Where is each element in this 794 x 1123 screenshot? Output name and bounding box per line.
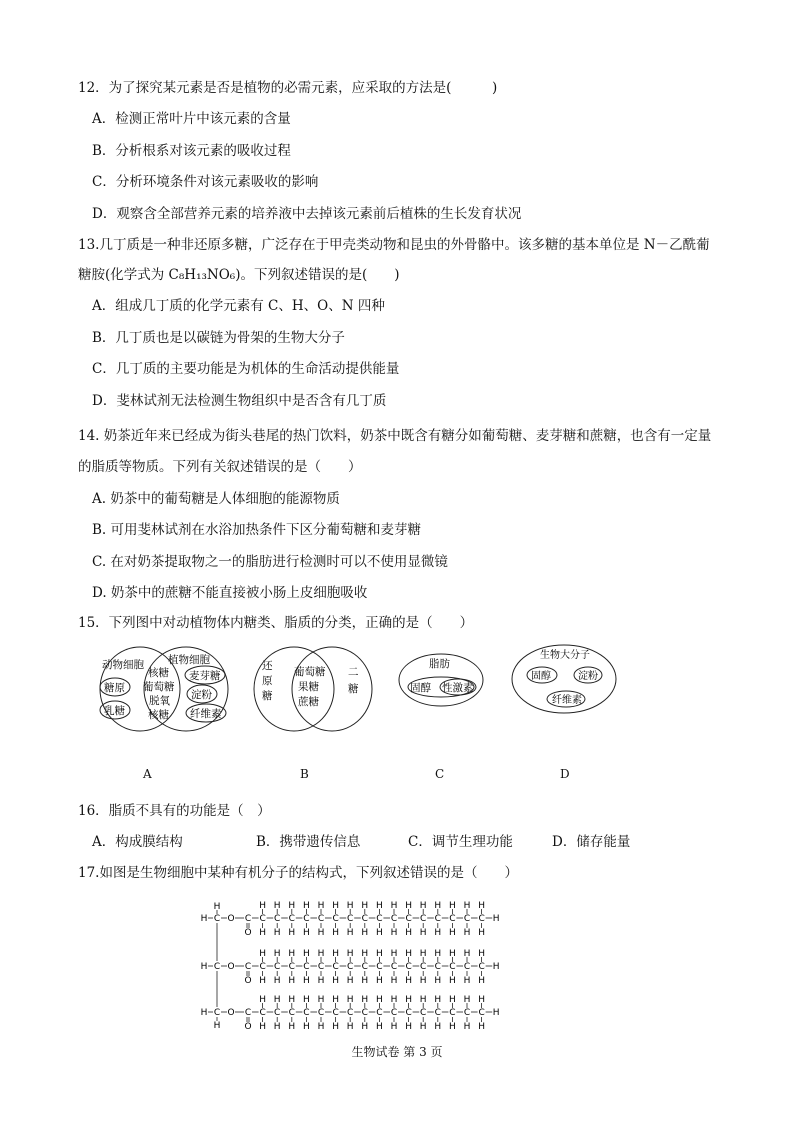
carbon-atom: C — [390, 1008, 398, 1018]
oxygen-atom: O — [227, 914, 235, 924]
hydrogen-atom: H — [390, 949, 398, 959]
q16-option-a: A．构成膜结构 — [92, 834, 183, 850]
hydrogen-atom: H — [200, 1008, 208, 1018]
oxygen-atom: O — [227, 962, 235, 972]
carbon-atom: C — [288, 962, 295, 972]
diagram-d-item-3: 纤维素 — [552, 695, 582, 706]
hydrogen-atom: H — [346, 928, 354, 938]
hydrogen-atom: H — [434, 949, 442, 959]
hydrogen-atom: H — [288, 901, 296, 911]
oxygen-atom: O — [244, 1022, 252, 1032]
diagram-b-mid-2: 果糖 — [298, 681, 319, 693]
diagram-c-outer-label: 脂肪 — [429, 658, 450, 670]
hydrogen-atom: H — [213, 1021, 221, 1031]
diagram-b-left-1: 还 — [262, 660, 273, 672]
hydrogen-atom: H — [303, 949, 310, 959]
q13-option-d: D．斐林试剂无法检测生物组织中是否含有几丁质 — [92, 393, 387, 409]
carbon-atom: C — [259, 914, 266, 924]
diagram-c-item-2: 性激素 — [442, 682, 474, 694]
q13-option-a: A．组成几丁质的化学元素有 C、H、O、N 四种 — [92, 298, 385, 314]
hydrogen-atom: H — [317, 1022, 325, 1032]
carbon-atom: C — [244, 1008, 252, 1018]
carbon-atom: C — [361, 962, 368, 972]
carbon-atom: C — [274, 1008, 281, 1018]
hydrogen-atom: H — [405, 949, 412, 959]
carbon-atom: C — [317, 962, 325, 972]
carbon-atom: C — [244, 914, 252, 924]
hydrogen-atom: H — [390, 928, 398, 938]
diagram-a-lactose: 乳糖 — [104, 705, 125, 717]
carbon-atom: C — [347, 962, 354, 972]
hydrogen-atom: H — [478, 901, 485, 911]
carbon-atom: C — [390, 962, 398, 972]
diagram-a-mid-1: 核糖 — [148, 667, 169, 679]
hydrogen-atom: H — [376, 1022, 383, 1032]
carbon-atom: C — [376, 962, 383, 972]
hydrogen-atom: H — [478, 928, 485, 938]
hydrogen-atom: H — [478, 1022, 485, 1032]
hydrogen-atom: H — [463, 995, 471, 1005]
q13-stem-line1: 13.几丁质是一种非还原多糖，广泛存在于甲壳类动物和昆虫的外骨骼中。该多糖的基本单位是 N－乙酰葡 — [78, 237, 710, 253]
carbon-atom: C — [303, 962, 310, 972]
oxygen-atom: O — [244, 928, 252, 938]
hydrogen-atom: H — [332, 995, 339, 1005]
hydrogen-atom: H — [346, 949, 354, 959]
q16-option-b: B．携带遗传信息 — [256, 834, 361, 850]
carbon-atom: C — [390, 914, 398, 924]
hydrogen-atom: H — [449, 928, 456, 938]
q13-option-c: C．几丁质的主要功能是为机体的生命活动提供能量 — [92, 361, 400, 377]
hydrogen-atom: H — [273, 995, 281, 1005]
carbon-atom: C — [361, 1008, 368, 1018]
carbon-atom: C — [332, 1008, 339, 1018]
hydrogen-atom: H — [259, 995, 266, 1005]
hydrogen-atom: H — [478, 976, 485, 986]
q14-option-b: B. 可用斐林试剂在水浴加热条件下区分葡萄糖和麦芽糖 — [92, 522, 422, 538]
diagram-a-right-title: 植物细胞 — [168, 654, 210, 666]
hydrogen-atom: H — [376, 928, 383, 938]
diagram-a-mid-2: 葡萄糖 — [143, 681, 175, 693]
diagram-b-right-2: 糖 — [348, 683, 359, 695]
hydrogen-atom: H — [288, 976, 296, 986]
diagram-a-maltose: 麦芽糖 — [189, 670, 221, 682]
hydrogen-atom: H — [213, 902, 221, 912]
diagram-b-right-1: 二 — [348, 666, 359, 678]
hydrogen-atom: H — [405, 1022, 412, 1032]
hydrogen-atom: H — [317, 976, 325, 986]
carbon-atom: C — [274, 962, 281, 972]
hydrogen-atom: H — [332, 901, 339, 911]
hydrogen-atom: H — [303, 901, 310, 911]
hydrogen-atom: H — [405, 976, 412, 986]
hydrogen-atom: H — [317, 995, 325, 1005]
hydrogen-atom: H — [332, 949, 339, 959]
hydrogen-atom: H — [405, 901, 412, 911]
carbon-atom: C — [303, 914, 310, 924]
hydrogen-atom: H — [361, 1022, 369, 1032]
diagram-a-label: A — [143, 767, 152, 781]
hydrogen-atom: H — [434, 1022, 442, 1032]
hydrogen-atom: H — [492, 914, 500, 924]
carbon-atom: C — [463, 1008, 471, 1018]
q12-option-d: D．观察含全部营养元素的培养液中去掉该元素前后植株的生长发育状况 — [92, 206, 522, 222]
carbon-atom: C — [434, 962, 441, 972]
hydrogen-atom: H — [273, 949, 281, 959]
carbon-atom: C — [361, 914, 368, 924]
hydrogen-atom: H — [288, 949, 296, 959]
q14-option-a: A. 奶茶中的葡萄糖是人体细胞的能源物质 — [92, 491, 340, 507]
hydrogen-atom: H — [317, 949, 325, 959]
hydrogen-atom: H — [346, 995, 354, 1005]
hydrogen-atom: H — [361, 901, 369, 911]
hydrogen-atom: H — [419, 1022, 427, 1032]
carbon-atom: C — [288, 1008, 295, 1018]
carbon-atom: C — [478, 914, 485, 924]
diagram-c-item-1: 固醇 — [410, 682, 431, 694]
hydrogen-atom: H — [259, 1022, 266, 1032]
carbon-atom: C — [405, 1008, 412, 1018]
diagram-b-mid-3: 蔗糖 — [298, 696, 319, 708]
hydrogen-atom: H — [390, 901, 398, 911]
hydrogen-atom: H — [200, 914, 208, 924]
carbon-atom: C — [303, 1008, 310, 1018]
hydrogen-atom: H — [361, 949, 369, 959]
hydrogen-atom: H — [492, 962, 500, 972]
carbon-atom: C — [288, 914, 295, 924]
diagram-b-label: B — [300, 767, 309, 781]
hydrogen-atom: H — [405, 928, 412, 938]
carbon-atom: C — [434, 914, 441, 924]
q13-stem-line2: 糖胺(化学式为 C₈H₁₃NO₆)。下列叙述错误的是( ) — [78, 267, 400, 283]
diagram-d-item-2: 淀粉 — [578, 671, 598, 682]
diagram-d-label: D — [560, 767, 570, 781]
hydrogen-atom: H — [419, 901, 427, 911]
hydrogen-atom: H — [332, 928, 339, 938]
carbon-atom: C — [420, 1008, 427, 1018]
carbon-atom: C — [434, 1008, 441, 1018]
q12-stem: 12．为了探究某元素是否是植物的必需元素，应采取的方法是( ) — [78, 80, 498, 96]
hydrogen-atom: H — [303, 1022, 310, 1032]
hydrogen-atom: H — [288, 995, 296, 1005]
carbon-atom: C — [213, 962, 221, 972]
hydrogen-atom: H — [332, 1022, 339, 1032]
hydrogen-atom: H — [376, 995, 383, 1005]
hydrogen-atom: H — [346, 901, 354, 911]
carbon-atom: C — [478, 962, 485, 972]
hydrogen-atom: H — [419, 928, 427, 938]
hydrogen-atom: H — [346, 976, 354, 986]
carbon-atom: C — [317, 1008, 325, 1018]
q12-option-c: C．分析环境条件对该元素吸收的影响 — [92, 174, 319, 190]
hydrogen-atom: H — [434, 928, 442, 938]
carbon-atom: C — [347, 914, 354, 924]
hydrogen-atom: H — [273, 901, 281, 911]
q14-stem-line2: 的脂质等物质。下列有关叙述错误的是（ ） — [78, 459, 362, 475]
hydrogen-atom: H — [361, 995, 369, 1005]
hydrogen-atom: H — [259, 949, 266, 959]
carbon-atom: C — [405, 914, 412, 924]
hydrogen-atom: H — [376, 901, 383, 911]
hydrogen-atom: H — [259, 901, 266, 911]
hydrogen-atom: H — [449, 995, 456, 1005]
hydrogen-atom: H — [376, 949, 383, 959]
carbon-atom: C — [213, 1008, 221, 1018]
diagram-d-outer-label: 生物大分子 — [540, 650, 590, 661]
hydrogen-atom: H — [346, 1022, 354, 1032]
hydrogen-atom: H — [259, 928, 266, 938]
hydrogen-atom: H — [449, 976, 456, 986]
diagram-b-mid-1: 葡萄糖 — [294, 666, 326, 678]
carbon-atom: C — [449, 962, 456, 972]
q12-option-b: B．分析根系对该元素的吸收过程 — [92, 143, 291, 159]
oxygen-atom: O — [244, 976, 252, 986]
hydrogen-atom: H — [463, 901, 471, 911]
carbon-atom: C — [463, 914, 471, 924]
carbon-atom: C — [274, 914, 281, 924]
hydrogen-atom: H — [303, 995, 310, 1005]
diagram-a-mid-3: 脱氧 — [149, 695, 170, 707]
carbon-atom: C — [449, 914, 456, 924]
hydrogen-atom: H — [332, 976, 339, 986]
q17-stem: 17.如图是生物细胞中某种有机分子的结构式，下列叙述错误的是（ ） — [78, 865, 518, 881]
hydrogen-atom: H — [492, 1008, 500, 1018]
hydrogen-atom: H — [259, 976, 266, 986]
hydrogen-atom: H — [390, 995, 398, 1005]
hydrogen-atom: H — [317, 928, 325, 938]
hydrogen-atom: H — [273, 1022, 281, 1032]
carbon-atom: C — [449, 1008, 456, 1018]
hydrogen-atom: H — [478, 995, 485, 1005]
oxygen-atom: O — [227, 1008, 235, 1018]
diagram-d-item-1: 固醇 — [531, 671, 551, 682]
carbon-atom: C — [259, 1008, 266, 1018]
q13-option-b: B．几丁质也是以碳链为骨架的生物大分子 — [92, 330, 345, 346]
diagram-c-label: C — [435, 767, 445, 781]
diagram-b-left-2: 原 — [262, 675, 273, 687]
carbon-atom: C — [259, 962, 266, 972]
hydrogen-atom: H — [419, 949, 427, 959]
hydrogen-atom: H — [303, 976, 310, 986]
carbon-atom: C — [420, 914, 427, 924]
q16-stem: 16．脂质不具有的功能是（ ） — [78, 803, 271, 819]
diagram-a-left-title: 动物细胞 — [102, 659, 144, 671]
hydrogen-atom: H — [449, 1022, 456, 1032]
carbon-atom: C — [478, 1008, 485, 1018]
diagram-a-cellulose: 纤维素 — [190, 708, 222, 720]
carbon-atom: C — [420, 962, 427, 972]
carbon-atom: C — [213, 914, 221, 924]
hydrogen-atom: H — [361, 976, 369, 986]
carbon-atom: C — [376, 914, 383, 924]
hydrogen-atom: H — [317, 901, 325, 911]
q14-stem-line1: 14. 奶茶近年来已经成为街头巷尾的热门饮料，奶茶中既含有糖分如葡萄糖、麦芽糖和蔗糖，也含有一定量 — [78, 428, 712, 444]
hydrogen-atom: H — [463, 1022, 471, 1032]
carbon-atom: C — [317, 914, 325, 924]
hydrogen-atom: H — [273, 928, 281, 938]
q14-option-c: C. 在对奶茶提取物之一的脂肪进行检测时可以不使用显微镜 — [92, 554, 448, 570]
q14-option-d: D. 奶茶中的蔗糖不能直接被小肠上皮细胞吸收 — [92, 585, 368, 601]
page-footer: 生物试卷 第 3 页 — [351, 1045, 443, 1059]
hydrogen-atom: H — [434, 976, 442, 986]
carbon-atom: C — [347, 1008, 354, 1018]
hydrogen-atom: H — [288, 1022, 296, 1032]
hydrogen-atom: H — [434, 901, 442, 911]
diagram-b-left-3: 糖 — [262, 690, 273, 702]
carbon-atom: C — [405, 962, 412, 972]
hydrogen-atom: H — [390, 976, 398, 986]
hydrogen-atom: H — [463, 976, 471, 986]
q12-option-a: A．检测正常叶片中该元素的含量 — [92, 111, 291, 127]
hydrogen-atom: H — [463, 928, 471, 938]
hydrogen-atom: H — [390, 1022, 398, 1032]
hydrogen-atom: H — [200, 962, 208, 972]
hydrogen-atom: H — [463, 949, 471, 959]
carbon-atom: C — [244, 962, 252, 972]
carbon-atom: C — [332, 914, 339, 924]
hydrogen-atom: H — [288, 928, 296, 938]
hydrogen-atom: H — [303, 928, 310, 938]
q16-option-c: C．调节生理功能 — [408, 834, 513, 850]
hydrogen-atom: H — [273, 976, 281, 986]
hydrogen-atom: H — [376, 976, 383, 986]
hydrogen-atom: H — [449, 901, 456, 911]
carbon-atom: C — [376, 1008, 383, 1018]
hydrogen-atom: H — [419, 995, 427, 1005]
hydrogen-atom: H — [405, 995, 412, 1005]
q15-stem: 15．下列图中对动植物体内糖类、脂质的分类，正确的是（ ） — [78, 615, 474, 631]
hydrogen-atom: H — [449, 949, 456, 959]
diagram-a-glycogen: 糖原 — [104, 682, 125, 694]
hydrogen-atom: H — [478, 949, 485, 959]
carbon-atom: C — [332, 962, 339, 972]
diagram-a-starch: 淀粉 — [191, 689, 212, 701]
diagram-a-mid-4: 核糖 — [148, 709, 169, 721]
hydrogen-atom: H — [419, 976, 427, 986]
carbon-atom: C — [463, 962, 471, 972]
hydrogen-atom: H — [361, 928, 369, 938]
hydrogen-atom: H — [434, 995, 442, 1005]
q16-option-d: D．储存能量 — [552, 834, 631, 850]
